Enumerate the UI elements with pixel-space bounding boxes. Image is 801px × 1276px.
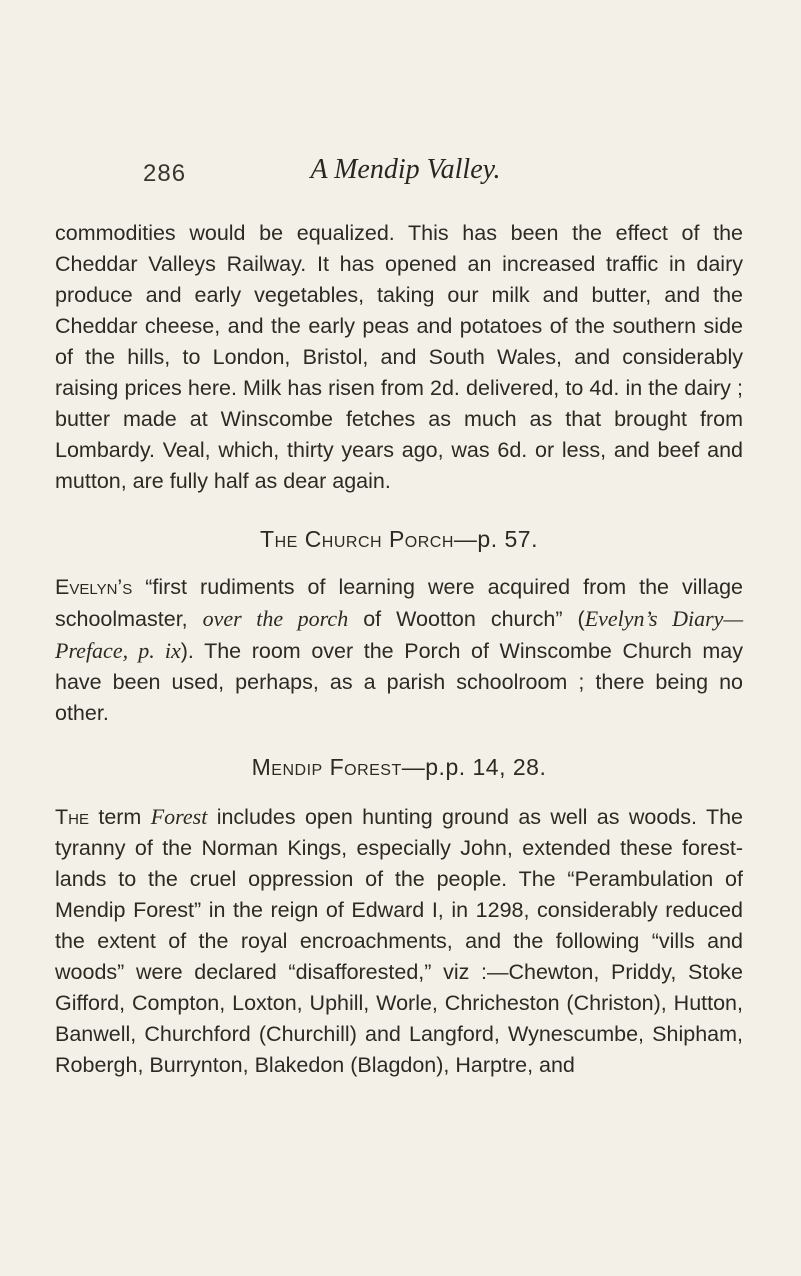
section-heading-church-porch: [55, 526, 743, 553]
paragraph-church-porch: [55, 572, 743, 729]
citation-italic: Evelyn’s Diary—Preface, p. ix: [55, 606, 744, 663]
page-number: 286: [143, 160, 187, 187]
section-heading-mendip-forest: [55, 754, 743, 781]
paragraph-mendip-forest: [55, 801, 743, 1081]
lead-word: Evelyn’s: [55, 575, 133, 599]
lead-word: The: [55, 805, 89, 829]
text-run: term: [88, 805, 151, 829]
paragraph-continuation: commodities would be equalized. This has been the effect of the Cheddar Valleys Railway. It has opened an increased traffic in dairy produce and early vegetables, taking our milk and butter, and the Cheddar cheese, and the early peas and potatoes of the southern side of the hills, to London, Bristol, and South Wales, and considerably raising prices here. Milk has risen from 2d. delivered, to 4d. in the dairy ; butter made at Winscombe fetches as much as that brought from Lombardy. Veal, which, thirty years ago, was 6d. or less, and beef and mutton, are fully half as dear again.: [55, 221, 743, 493]
heading-page-ref: —p.p. 14, 28.: [401, 754, 547, 780]
text-run: of Wootton church” (: [348, 607, 585, 631]
text-run: ). The room over the Porch of Winscombe Church may have been used, perhaps, as a parish schoolroom ; there being no other.: [55, 639, 744, 725]
running-header: [0, 152, 801, 192]
italic-run: over the porch: [202, 606, 349, 631]
heading-title: Mendip Forest: [251, 754, 402, 780]
running-title: A Mendip Valley.: [310, 154, 501, 185]
text-run: includes open hunting ground as well as woods. The tyranny of the Norman Kings, especially John, extended these forest-lands to the cruel oppression of the people. The “Perambulation of Mendip Forest” in the reign of Edward I, in 1298, considerably reduced the extent of the royal encroachments, and the following “vills and woods” were declared “disafforested,” viz :—Chewton, Priddy, Stoke Gifford, Compton, Loxton, Uphill, Worle, Chricheston (Christon), Hutton, Banwell, Churchford (Churchill) and Langford, Wynescumbe, Shipham, Robergh, Burrynton, Blakedon (Blagdon), Harptre, and: [55, 805, 744, 1077]
italic-run: Forest: [150, 804, 208, 829]
text-run: “first rudiments of learning were acquired from the village schoolmaster,: [55, 575, 743, 631]
heading-title: The Church Porch: [260, 526, 454, 552]
page-body: [55, 218, 743, 1081]
heading-page-ref: —p. 57.: [453, 526, 538, 552]
